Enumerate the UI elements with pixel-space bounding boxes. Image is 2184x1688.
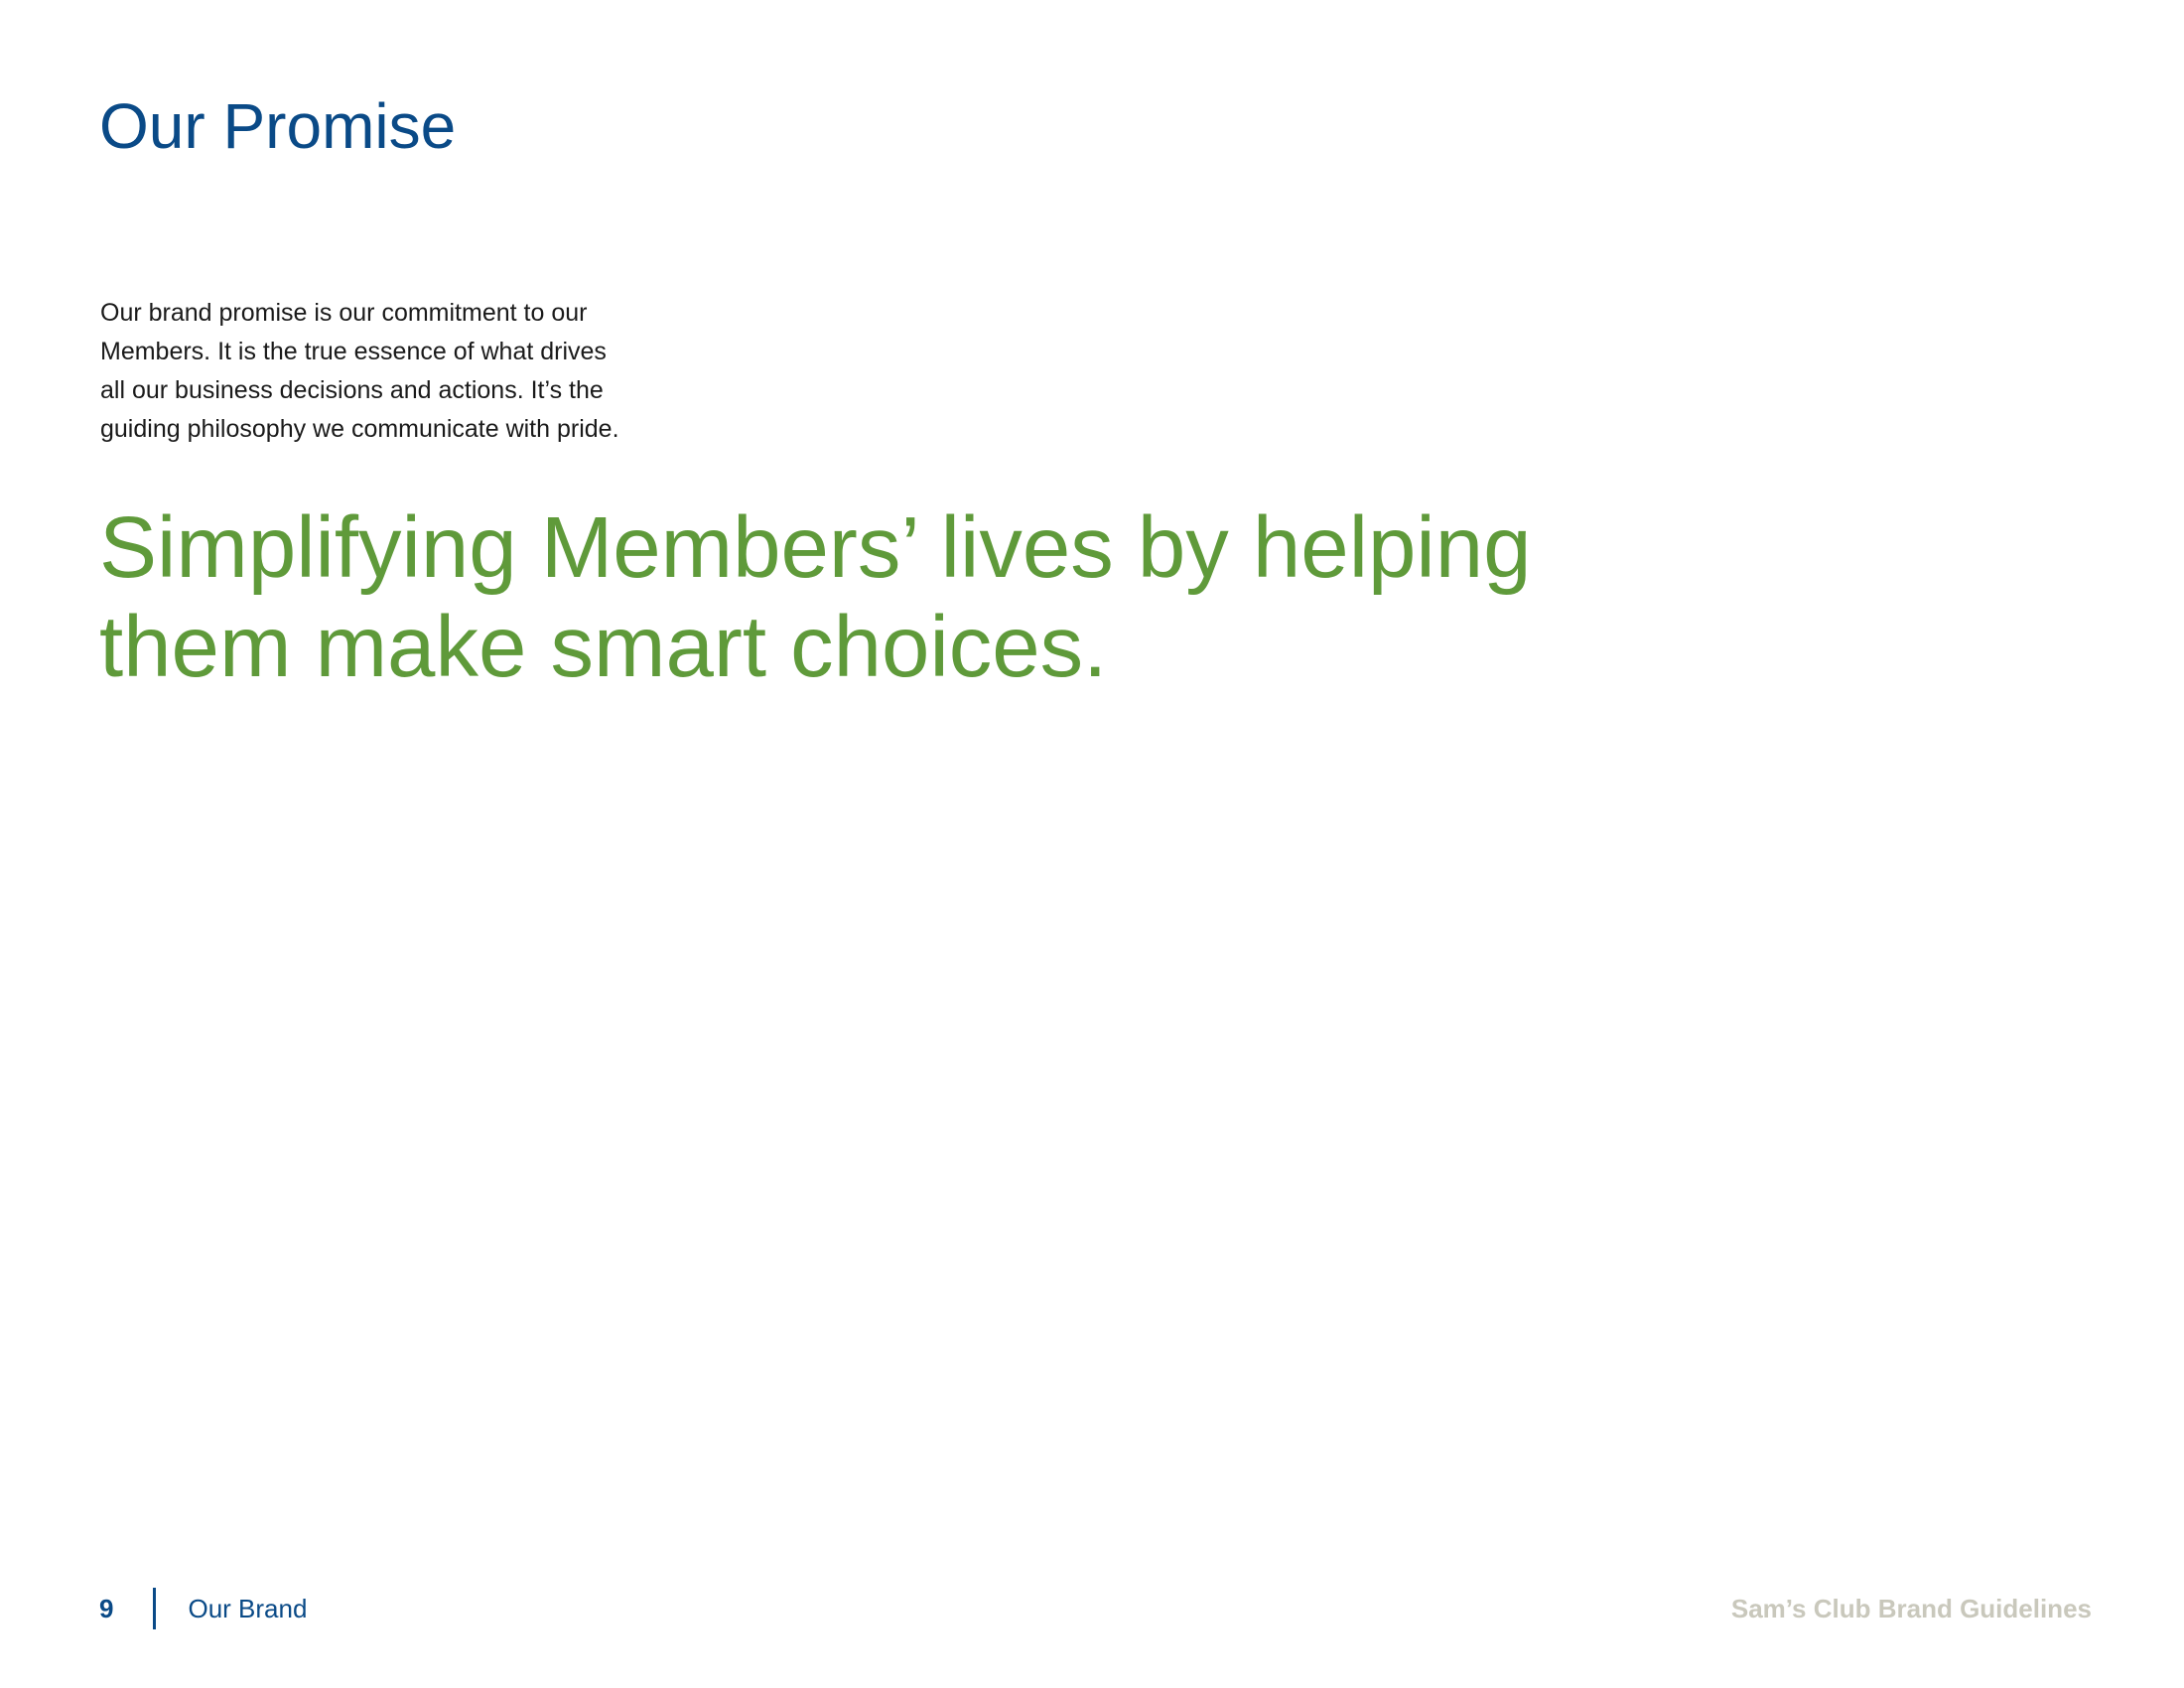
- footer-divider: [153, 1588, 156, 1629]
- intro-line: Our brand promise is our commitment to our: [100, 299, 588, 327]
- intro-line: guiding philosophy we communicate with pride.: [100, 415, 619, 443]
- promise-line: Simplifying Members’ lives by helping: [99, 499, 1532, 596]
- page-footer: [99, 1585, 307, 1632]
- promise-line: them make smart choices.: [99, 599, 1108, 695]
- intro-paragraph: [100, 294, 696, 449]
- section-name: Our Brand: [188, 1593, 308, 1623]
- intro-line: all our business decisions and actions. It’s the: [100, 376, 604, 404]
- brand-promise-statement: [99, 498, 1588, 697]
- intro-line: Members. It is the true essence of what drives: [100, 338, 607, 365]
- page-number: 9: [99, 1593, 114, 1623]
- page-title: Our Promise: [99, 90, 457, 162]
- document-title: Sam’s Club Brand Guidelines: [1730, 1594, 2092, 1623]
